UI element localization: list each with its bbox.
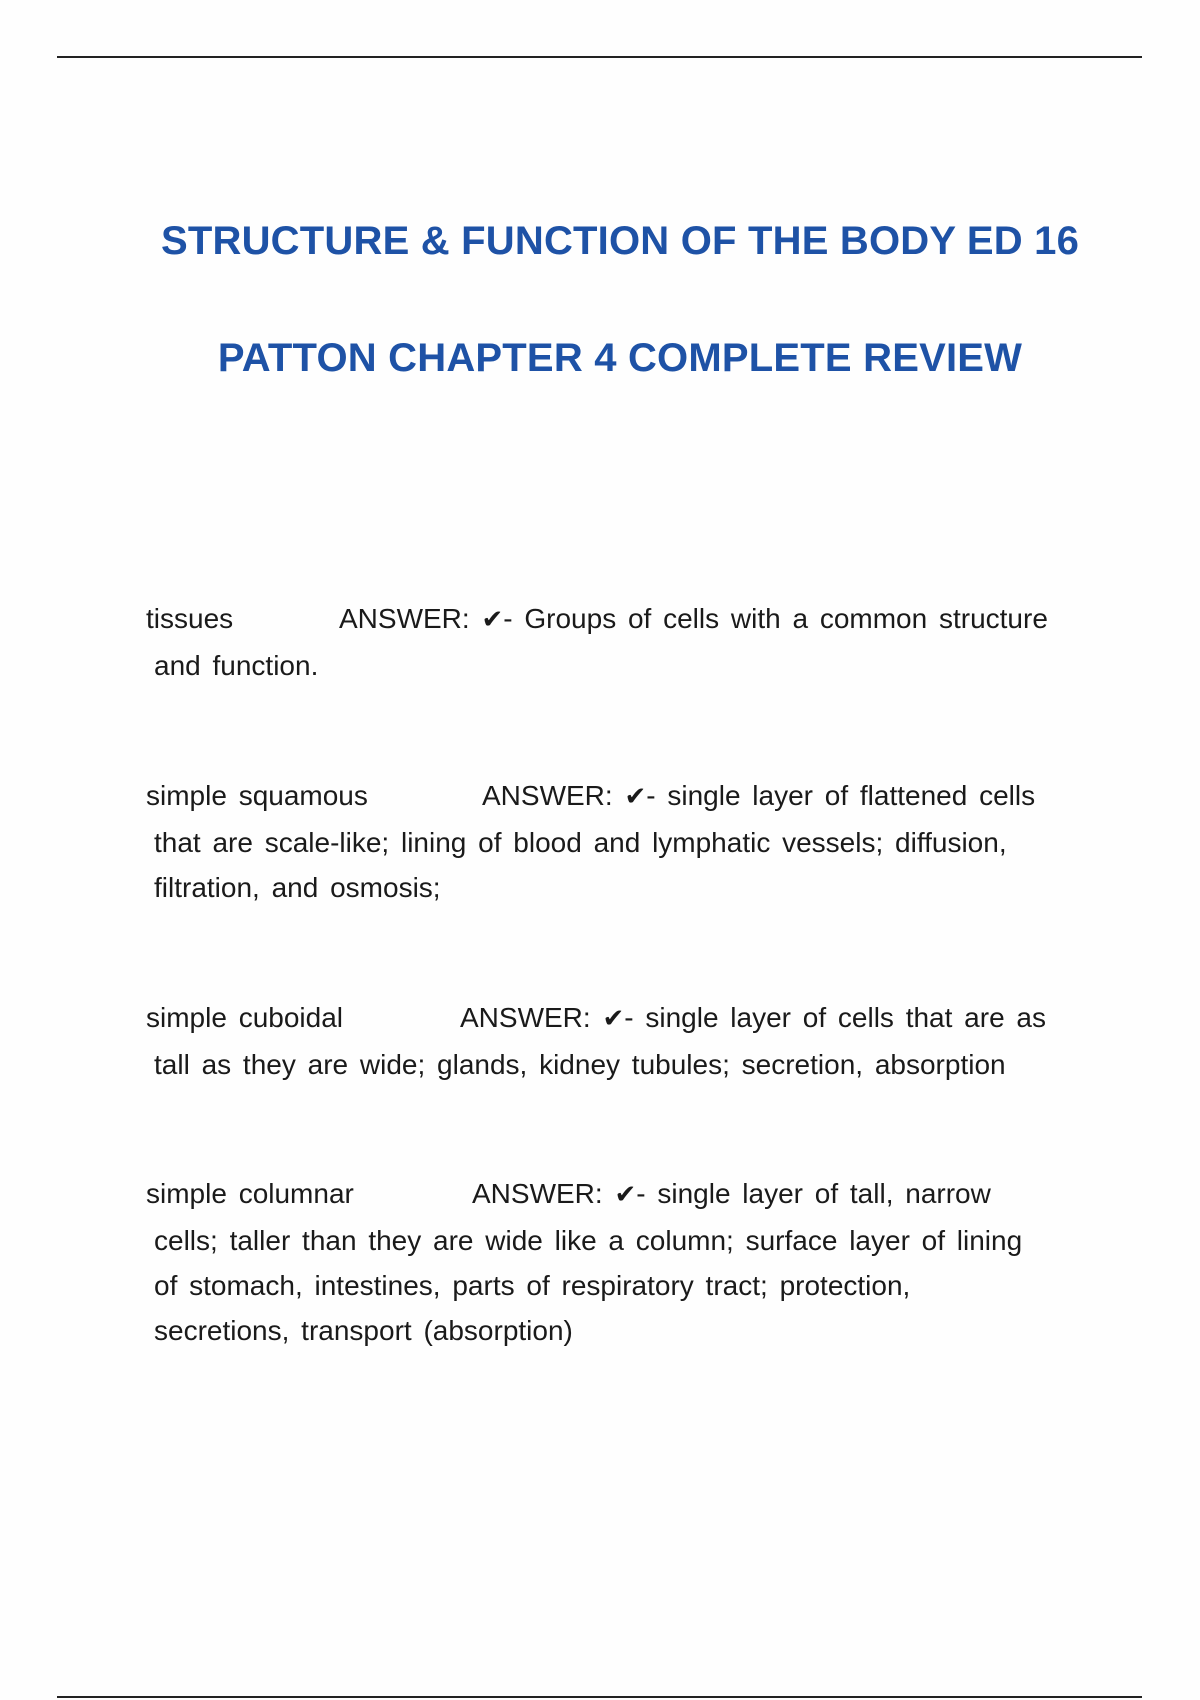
footer-rule	[57, 1696, 1142, 1698]
check-mark-icon: ✔	[602, 1004, 625, 1034]
answer-label: ANSWER:	[339, 603, 470, 634]
check-mark-icon: ✔	[481, 605, 504, 635]
answer-continuation: and function.	[154, 650, 319, 681]
qa-item-simple-columnar	[146, 1171, 1086, 1353]
answer-continuation: cells; taller than they are wide like a column; surface layer of lining	[154, 1225, 1023, 1256]
answer-continuation: of stomach, intestines, parts of respiratory tract; protection,	[154, 1270, 911, 1301]
qa-item-simple-cuboidal	[146, 995, 1086, 1087]
check-mark-icon: ✔	[624, 782, 647, 812]
qa-item-simple-squamous	[146, 773, 1086, 910]
term: simple cuboidal	[146, 1002, 343, 1033]
answer-label: ANSWER:	[460, 1002, 591, 1033]
qa-first-line	[146, 995, 1086, 1042]
qa-first-line	[146, 773, 1086, 820]
answer-text: - single layer of flattened cells	[646, 780, 1036, 811]
term: simple squamous	[146, 780, 368, 811]
qa-first-line	[146, 1171, 1086, 1218]
term: simple columnar	[146, 1178, 354, 1209]
answer-continuation: that are scale-like; lining of blood and lymphatic vessels; diffusion,	[154, 827, 1007, 858]
term: tissues	[146, 603, 234, 634]
document-title-line-2: PATTON CHAPTER 4 COMPLETE REVIEW	[217, 336, 1023, 380]
qa-item-tissues	[146, 596, 1086, 688]
answer-label: ANSWER:	[482, 780, 613, 811]
check-mark-icon: ✔	[614, 1180, 637, 1210]
document-title-line-1: STRUCTURE & FUNCTION OF THE BODY ED 16	[160, 219, 1080, 263]
answer-text: - single layer of cells that are as	[624, 1002, 1047, 1033]
answer-text: - Groups of cells with a common structure	[503, 603, 1048, 634]
header-rule	[57, 56, 1142, 58]
answer-text: - single layer of tall, narrow	[636, 1178, 991, 1209]
answer-continuation: tall as they are wide; glands, kidney tubules; secretion, absorption	[154, 1049, 1006, 1080]
answer-label: ANSWER:	[472, 1178, 603, 1209]
qa-first-line	[146, 596, 1086, 643]
answer-continuation: filtration, and osmosis;	[154, 872, 441, 903]
answer-continuation: secretions, transport (absorption)	[154, 1315, 573, 1346]
